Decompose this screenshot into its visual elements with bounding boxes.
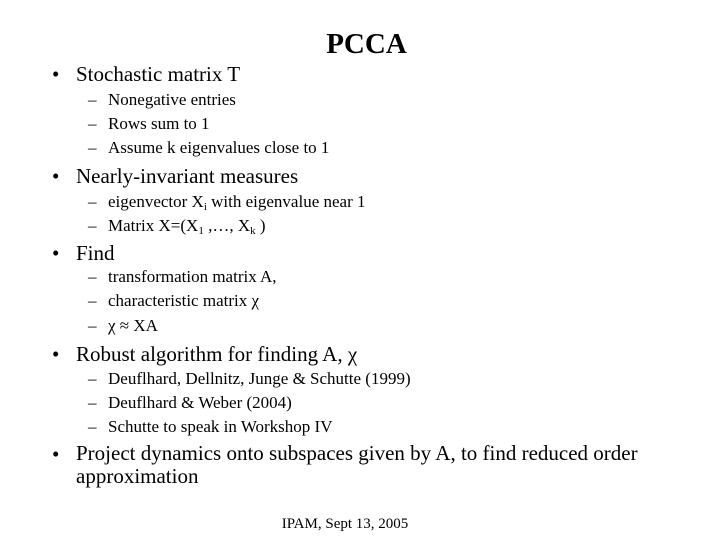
bullet-marker: • [52,62,60,86]
sub-bullet-text [108,192,366,212]
sub-bullet-text: χ ≈ XA [108,316,158,335]
sub-bullet-text: transformation matrix A, [108,267,277,286]
text-part: eigenvector X [108,192,204,211]
dash-marker: – [88,291,97,310]
sub-bullet-text: Nonegative entries [108,90,236,109]
bullet-marker: • [52,241,60,265]
text-part: with eigenvalue near 1 [206,192,366,211]
text-part: Matrix X=(X [108,216,199,235]
bullet-text: Nearly-invariant measures [76,164,299,188]
bullet-text: Project dynamics onto subspaces given by A, to find reduced order approximation [76,441,638,488]
bullet-text: Robust algorithm for finding A, χ [76,342,358,366]
sub-bullet-text: Deuflhard & Weber (2004) [108,393,292,412]
dash-marker: – [88,138,97,157]
sub-bullet-text: characteristic matrix χ [108,291,260,310]
sub-bullet-text: Schutte to speak in Workshop IV [108,417,333,436]
dash-marker: – [88,393,97,412]
sub-bullet-text [108,216,266,236]
sub-bullet-text: Rows sum to 1 [108,114,210,133]
subscript: i [203,201,207,213]
bullet-text: Stochastic matrix T [76,62,241,86]
subscript: 1 [198,225,204,237]
sub-bullet-text: Assume k eigenvalues close to 1 [108,138,330,157]
bullet-text: Find [76,241,115,265]
text-part: ,…, X [203,216,251,235]
dash-marker: – [88,267,97,286]
bullet-marker: • [52,342,60,366]
dash-marker: – [88,316,97,335]
dash-marker: – [88,192,97,211]
dash-marker: – [88,216,97,235]
slide-footer: IPAM, Sept 13, 2005 [281,516,409,532]
bullet-marker: • [52,164,60,188]
dash-marker: – [88,369,97,388]
dash-marker: – [88,417,97,436]
sub-bullet-text: Deuflhard, Dellnitz, Junge & Schutte (1999) [108,369,411,388]
bullet-marker: • [52,442,60,466]
dash-marker: – [88,114,97,133]
slide-title: PCCA [326,28,407,60]
subscript: k [250,225,256,237]
dash-marker: – [88,90,97,109]
text-part: ) [255,216,266,235]
